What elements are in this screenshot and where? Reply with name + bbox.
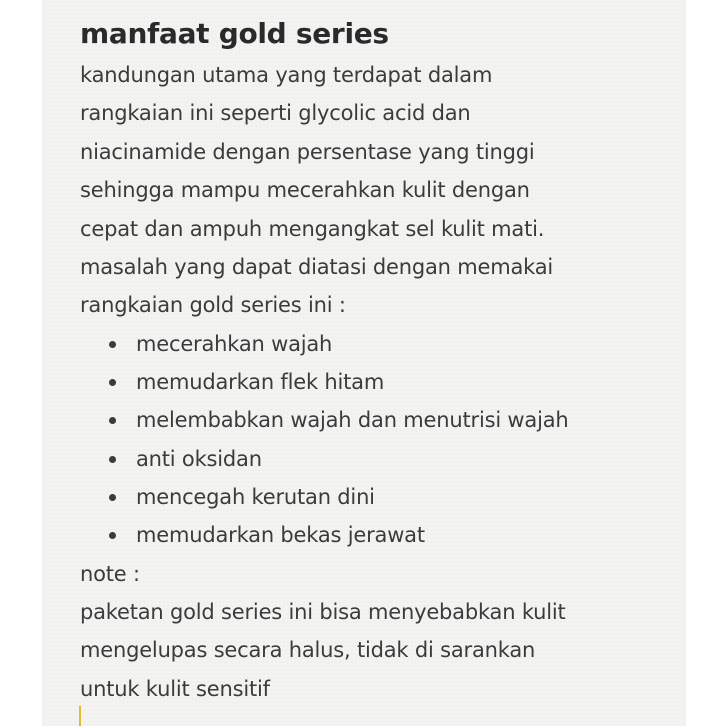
bullet-dot-icon <box>109 494 116 501</box>
intro-line: rangkaian gold series ini : <box>80 293 346 318</box>
benefit-list-item <box>80 478 680 516</box>
text-cursor <box>79 706 81 726</box>
benefit-text: anti oksidan <box>136 446 262 471</box>
benefit-list-item <box>80 516 680 554</box>
bullet-dot-icon <box>109 417 116 424</box>
benefit-list-item <box>80 440 680 478</box>
note-title: manfaat gold series <box>80 17 389 50</box>
bullet-dot-icon <box>109 379 116 386</box>
intro-line: sehingga mampu mecerahkan kulit dengan <box>80 178 530 203</box>
benefit-text: memudarkan flek hitam <box>136 370 385 395</box>
benefit-list-item <box>80 401 680 439</box>
benefit-text: mencegah kerutan dini <box>136 485 375 510</box>
intro-line: masalah yang dapat diatasi dengan memakai <box>80 255 554 280</box>
intro-line: rangkaian ini seperti glycolic acid dan <box>80 101 471 126</box>
note-line: mengelupas secara halus, tidak di sarankan <box>80 638 536 663</box>
note-label: note : <box>80 561 140 586</box>
benefit-text: mecerahkan wajah <box>136 331 333 356</box>
benefit-list <box>80 325 680 555</box>
note-line: paketan gold series ini bisa menyebabkan kulit <box>80 600 566 625</box>
benefit-text: memudarkan bekas jerawat <box>136 523 425 548</box>
intro-line: niacinamide dengan persentase yang tinggi <box>80 139 535 164</box>
benefit-text: melembabkan wajah dan menutrisi wajah <box>136 408 569 433</box>
intro-line: kandungan utama yang terdapat dalam <box>80 63 493 87</box>
bullet-dot-icon <box>109 532 116 539</box>
benefit-list-item <box>80 363 680 401</box>
bullet-dot-icon <box>109 341 116 348</box>
benefit-list-item <box>80 325 680 363</box>
note-line: untuk kulit sensitif <box>80 676 270 701</box>
note-content[interactable] <box>80 14 680 708</box>
intro-line: cepat dan ampuh mengangkat sel kulit mati. <box>80 216 545 241</box>
bullet-dot-icon <box>109 456 116 463</box>
